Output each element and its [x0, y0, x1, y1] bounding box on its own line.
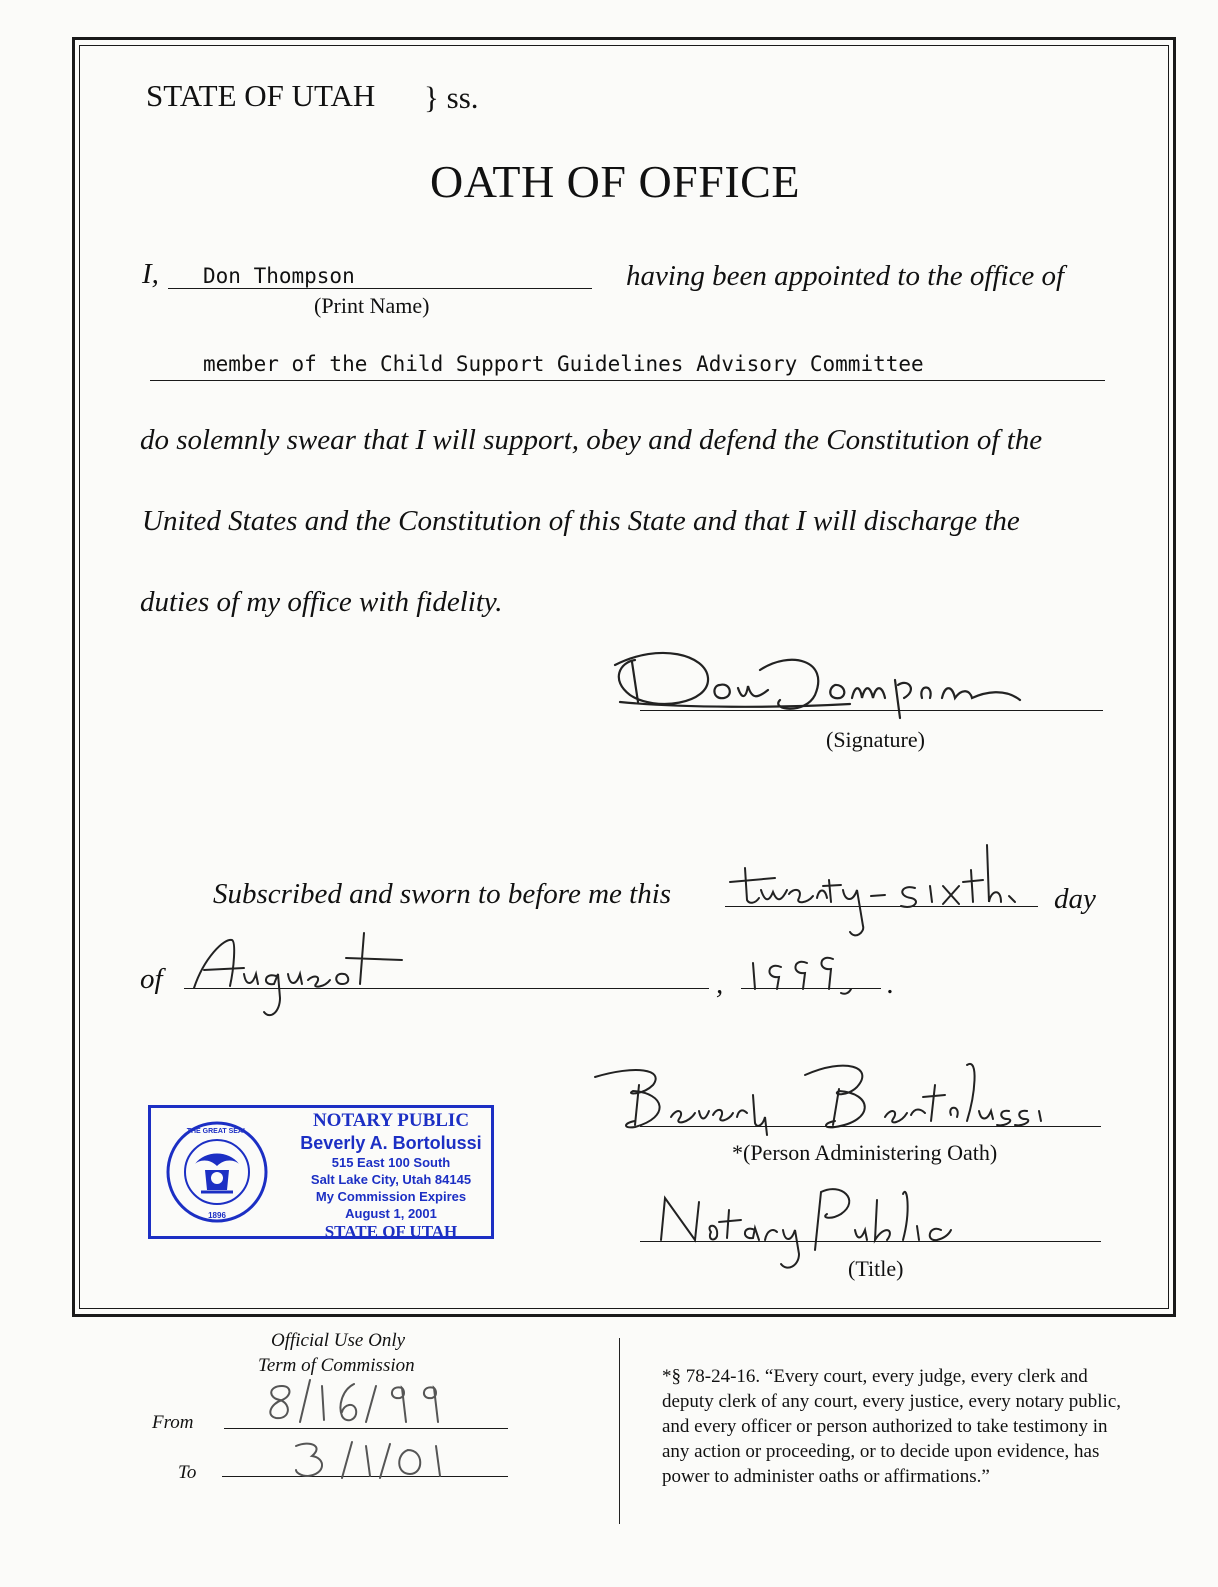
notary-stamp [148, 1105, 494, 1239]
state-seal [165, 1120, 269, 1224]
title-caption: (Title) [848, 1256, 904, 1281]
statute-note [662, 1364, 1121, 1489]
statute-line-1: *§ 78-24-16. “Every court, every judge, every clerk and [662, 1366, 1088, 1387]
title-line [640, 1241, 1101, 1242]
handwritten-from-date [262, 1376, 452, 1426]
stamp-line-state: STATE OF UTAH [324, 1222, 458, 1241]
signature-caption: (Signature) [826, 727, 925, 752]
administrator-signature [595, 1055, 1055, 1135]
office-line [150, 380, 1105, 381]
comma: , [716, 968, 724, 1000]
appointment-suffix: having been appointed to the office of [626, 260, 1065, 292]
statute-line-5: power to administer oaths or affirmations.” [662, 1466, 990, 1487]
oath-line-2: United States and the Constitution of this State and that I will discharge the [142, 505, 1020, 537]
stamp-line-expiry: August 1, 2001 [345, 1206, 437, 1221]
stamp-line-notary-public: NOTARY PUBLIC [312, 1110, 470, 1131]
to-label: To [178, 1462, 197, 1483]
handwritten-to-date [290, 1436, 460, 1484]
svg-text:THE GREAT SEAL: THE GREAT SEAL [186, 1128, 248, 1135]
handwritten-month [184, 928, 414, 1023]
term-of-commission-heading: Term of Commission [258, 1355, 415, 1376]
from-label: From [152, 1412, 194, 1433]
of-label: of [140, 963, 163, 995]
stamp-line-city: Salt Lake City, Utah 84145 [310, 1172, 472, 1187]
administrator-caption: *(Person Administering Oath) [732, 1140, 998, 1165]
section-divider [619, 1338, 620, 1524]
official-use-heading: Official Use Only [271, 1330, 406, 1351]
handwritten-signature [600, 640, 1030, 720]
oath-line-3: duties of my office with fidelity. [140, 586, 503, 618]
stamp-text-block [291, 1110, 491, 1242]
from-line [224, 1428, 508, 1429]
statute-line-2: deputy clerk of any court, every justice, every notary public, [662, 1391, 1121, 1412]
statute-line-3: and every officer or person authorized to take testimony in [662, 1416, 1108, 1437]
oath-line-1: do solemnly swear that I will support, obey and defend the Constitution of the [140, 424, 1043, 456]
handwritten-day [725, 840, 1038, 940]
svg-text:1896: 1896 [208, 1211, 226, 1220]
name-line [168, 288, 592, 289]
handwritten-year [741, 945, 881, 1000]
administrator-line [640, 1126, 1101, 1127]
state-header: STATE OF UTAH [146, 78, 376, 113]
ss-marker: } ss. [424, 80, 479, 115]
stamp-line-address: 515 East 100 South [331, 1155, 451, 1170]
stamp-line-name: Beverly A. Bortolussi [300, 1133, 482, 1153]
office-value[interactable]: member of the Child Support Guidelines Advisory Committee [203, 352, 924, 376]
statute-line-4: any action or proceeding, or to decide upon evidence, has [662, 1441, 1100, 1462]
signature-line [640, 710, 1103, 711]
oath-prefix: I, [142, 258, 159, 290]
document-title: OATH OF OFFICE [430, 156, 800, 207]
sworn-text: Subscribed and sworn to before me this [213, 878, 672, 910]
handwritten-title [655, 1180, 955, 1280]
stamp-line-commission: My Commission Expires [315, 1189, 467, 1204]
period: . [887, 968, 895, 1000]
print-name-value[interactable]: Don Thompson [203, 264, 355, 288]
day-label: day [1054, 883, 1096, 915]
print-name-caption: (Print Name) [314, 293, 430, 318]
